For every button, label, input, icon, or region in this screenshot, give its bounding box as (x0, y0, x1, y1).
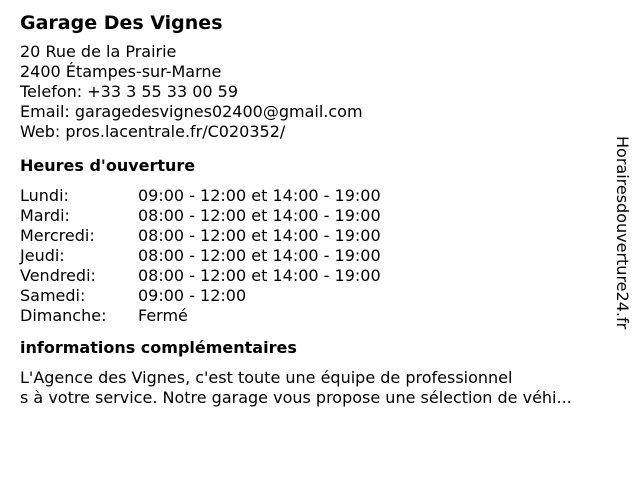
hours-row-monday (20, 186, 381, 206)
web-line (20, 122, 620, 142)
address-city: 2400 Étampes-sur-Marne (20, 62, 222, 81)
day-hours: 08:00 - 12:00 et 14:00 - 19:00 (138, 246, 381, 265)
hours-row-tuesday (20, 206, 381, 226)
description-line-2: s à votre service. Notre garage vous propose une sélection de véhi... (20, 388, 572, 407)
day-hours: 08:00 - 12:00 et 14:00 - 19:00 (138, 206, 381, 225)
day-hours: Fermé (138, 306, 188, 325)
description-line-1: L'Agence des Vignes, c'est toute une équipe de professionnel (20, 368, 513, 387)
day-label: Jeudi: (20, 246, 65, 265)
phone-line: Telefon: +33 3 55 33 00 59 (20, 82, 239, 101)
hours-row-sunday (20, 306, 381, 326)
web-link[interactable]: pros.lacentrale.fr/C020352/ (65, 122, 286, 141)
day-hours: 08:00 - 12:00 et 14:00 - 19:00 (138, 266, 381, 285)
day-hours: 09:00 - 12:00 et 14:00 - 19:00 (138, 186, 381, 205)
email-line (20, 102, 620, 122)
opening-hours-table (20, 186, 381, 326)
day-hours: 09:00 - 12:00 (138, 286, 247, 305)
opening-hours-heading: Heures d'ouverture (20, 156, 196, 175)
hours-row-wednesday (20, 226, 381, 246)
day-label: Lundi: (20, 186, 69, 205)
web-label: Web: (20, 122, 61, 141)
day-label: Samedi: (20, 286, 86, 305)
business-card (20, 10, 620, 408)
site-watermark: Horairesdouverture24.fr (613, 136, 632, 330)
additional-info-heading: informations complémentaires (20, 338, 297, 357)
day-label: Vendredi: (20, 266, 96, 285)
day-label: Mercredi: (20, 226, 95, 245)
email-link[interactable]: garagedesvignes02400@gmail.com (74, 102, 363, 121)
day-label: Mardi: (20, 206, 70, 225)
hours-row-thursday (20, 246, 381, 266)
hours-row-saturday (20, 286, 381, 306)
hours-row-friday (20, 266, 381, 286)
address-street: 20 Rue de la Prairie (20, 42, 177, 61)
business-name: Garage Des Vignes (20, 12, 223, 34)
day-hours: 08:00 - 12:00 et 14:00 - 19:00 (138, 226, 381, 245)
day-label: Dimanche: (20, 306, 107, 325)
email-label: Email: (20, 102, 70, 121)
